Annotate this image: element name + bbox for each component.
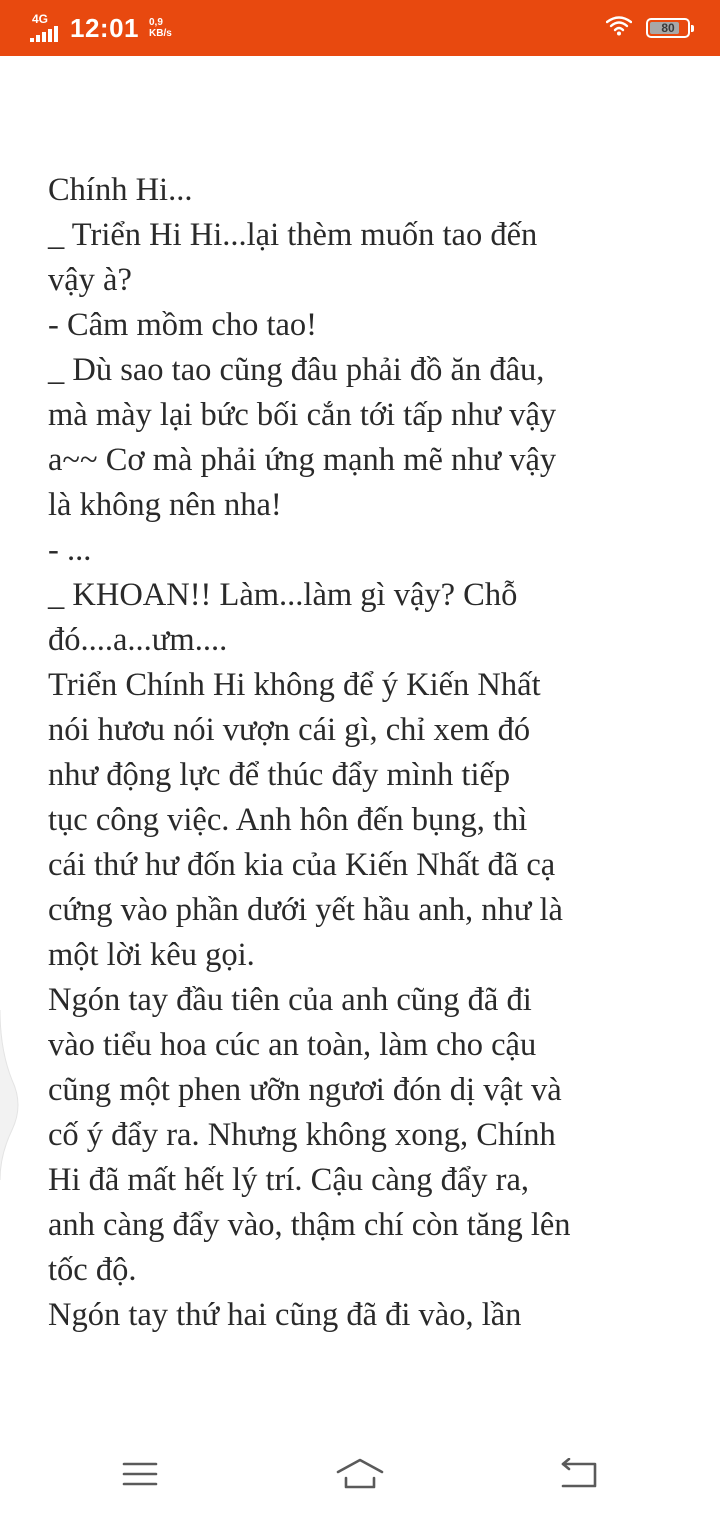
text-line: _ KHOAN!! Làm...làm gì vậy? Chỗ bbox=[48, 577, 518, 613]
text-line: vậy à? bbox=[48, 262, 132, 298]
text-line: vào tiểu hoa cúc an toàn, làm cho cậu bbox=[48, 1027, 537, 1063]
home-icon bbox=[335, 1457, 385, 1491]
network-speed-unit: KB/s bbox=[149, 28, 172, 39]
reader-content bbox=[48, 168, 688, 1338]
text-line: cứng vào phần dưới yết hầu anh, như là bbox=[48, 892, 563, 928]
text-line: mà mày lại bức bối cắn tới tấp như vậy bbox=[48, 397, 557, 433]
back-icon bbox=[560, 1458, 600, 1490]
menu-icon bbox=[122, 1460, 158, 1488]
text-line: như động lực để thúc đẩy mình tiếp bbox=[48, 757, 511, 793]
text-line: - Câm mồm cho tao! bbox=[48, 307, 317, 343]
status-time: 12:01 bbox=[70, 12, 139, 43]
wifi-icon bbox=[606, 16, 632, 41]
text-line: _ Triển Hi Hi...lại thèm muốn tao đến bbox=[48, 217, 538, 253]
text-line: Ngón tay đầu tiên của anh cũng đã đi bbox=[48, 982, 532, 1018]
text-line: Hi đã mất hết lý trí. Cậu càng đẩy ra, bbox=[48, 1162, 530, 1198]
text-line: anh càng đẩy vào, thậm chí còn tăng lên bbox=[48, 1207, 571, 1243]
network-speed bbox=[149, 17, 172, 39]
network-type: 4G bbox=[32, 12, 49, 26]
text-line: cố ý đẩy ra. Nhưng không xong, Chính bbox=[48, 1117, 556, 1153]
text-line: Ngón tay thứ hai cũng đã đi vào, lần bbox=[48, 1297, 522, 1333]
status-bar bbox=[0, 0, 720, 56]
cellular-signal-icon bbox=[30, 14, 64, 42]
text-line: - ... bbox=[48, 532, 92, 568]
text-line: tốc độ. bbox=[48, 1252, 137, 1288]
text-line: a~~ Cơ mà phải ứng mạnh mẽ như vậy bbox=[48, 442, 557, 478]
text-line: cái thứ hư đốn kia của Kiến Nhất đã cạ bbox=[48, 847, 556, 883]
text-line: cũng một phen ưỡn ngươi đón dị vật và bbox=[48, 1072, 562, 1108]
status-right bbox=[606, 0, 690, 56]
network-speed-value: 0,9 bbox=[149, 17, 163, 28]
text-line: tục công việc. Anh hôn đến bụng, thì bbox=[48, 802, 528, 838]
text-line: là không nên nha! bbox=[48, 487, 282, 523]
edge-swipe-handle-icon bbox=[0, 1010, 26, 1180]
text-line: đó....a...ưm.... bbox=[48, 622, 228, 658]
text-line: _ Dù sao tao cũng đâu phải đồ ăn đâu, bbox=[48, 352, 545, 388]
text-line: Chính Hi... bbox=[48, 172, 193, 208]
home-button[interactable] bbox=[320, 1446, 400, 1502]
text-line: một lời kêu gọi. bbox=[48, 937, 255, 973]
text-line: Triển Chính Hi không để ý Kiến Nhất bbox=[48, 667, 541, 703]
status-left bbox=[30, 0, 172, 56]
navigation-bar bbox=[0, 1430, 720, 1520]
text-line: nói hươu nói vượn cái gì, chỉ xem đó bbox=[48, 712, 531, 748]
battery-level: 80 bbox=[661, 21, 675, 35]
battery-icon bbox=[646, 18, 690, 38]
menu-button[interactable] bbox=[100, 1446, 180, 1502]
back-button[interactable] bbox=[540, 1446, 620, 1502]
